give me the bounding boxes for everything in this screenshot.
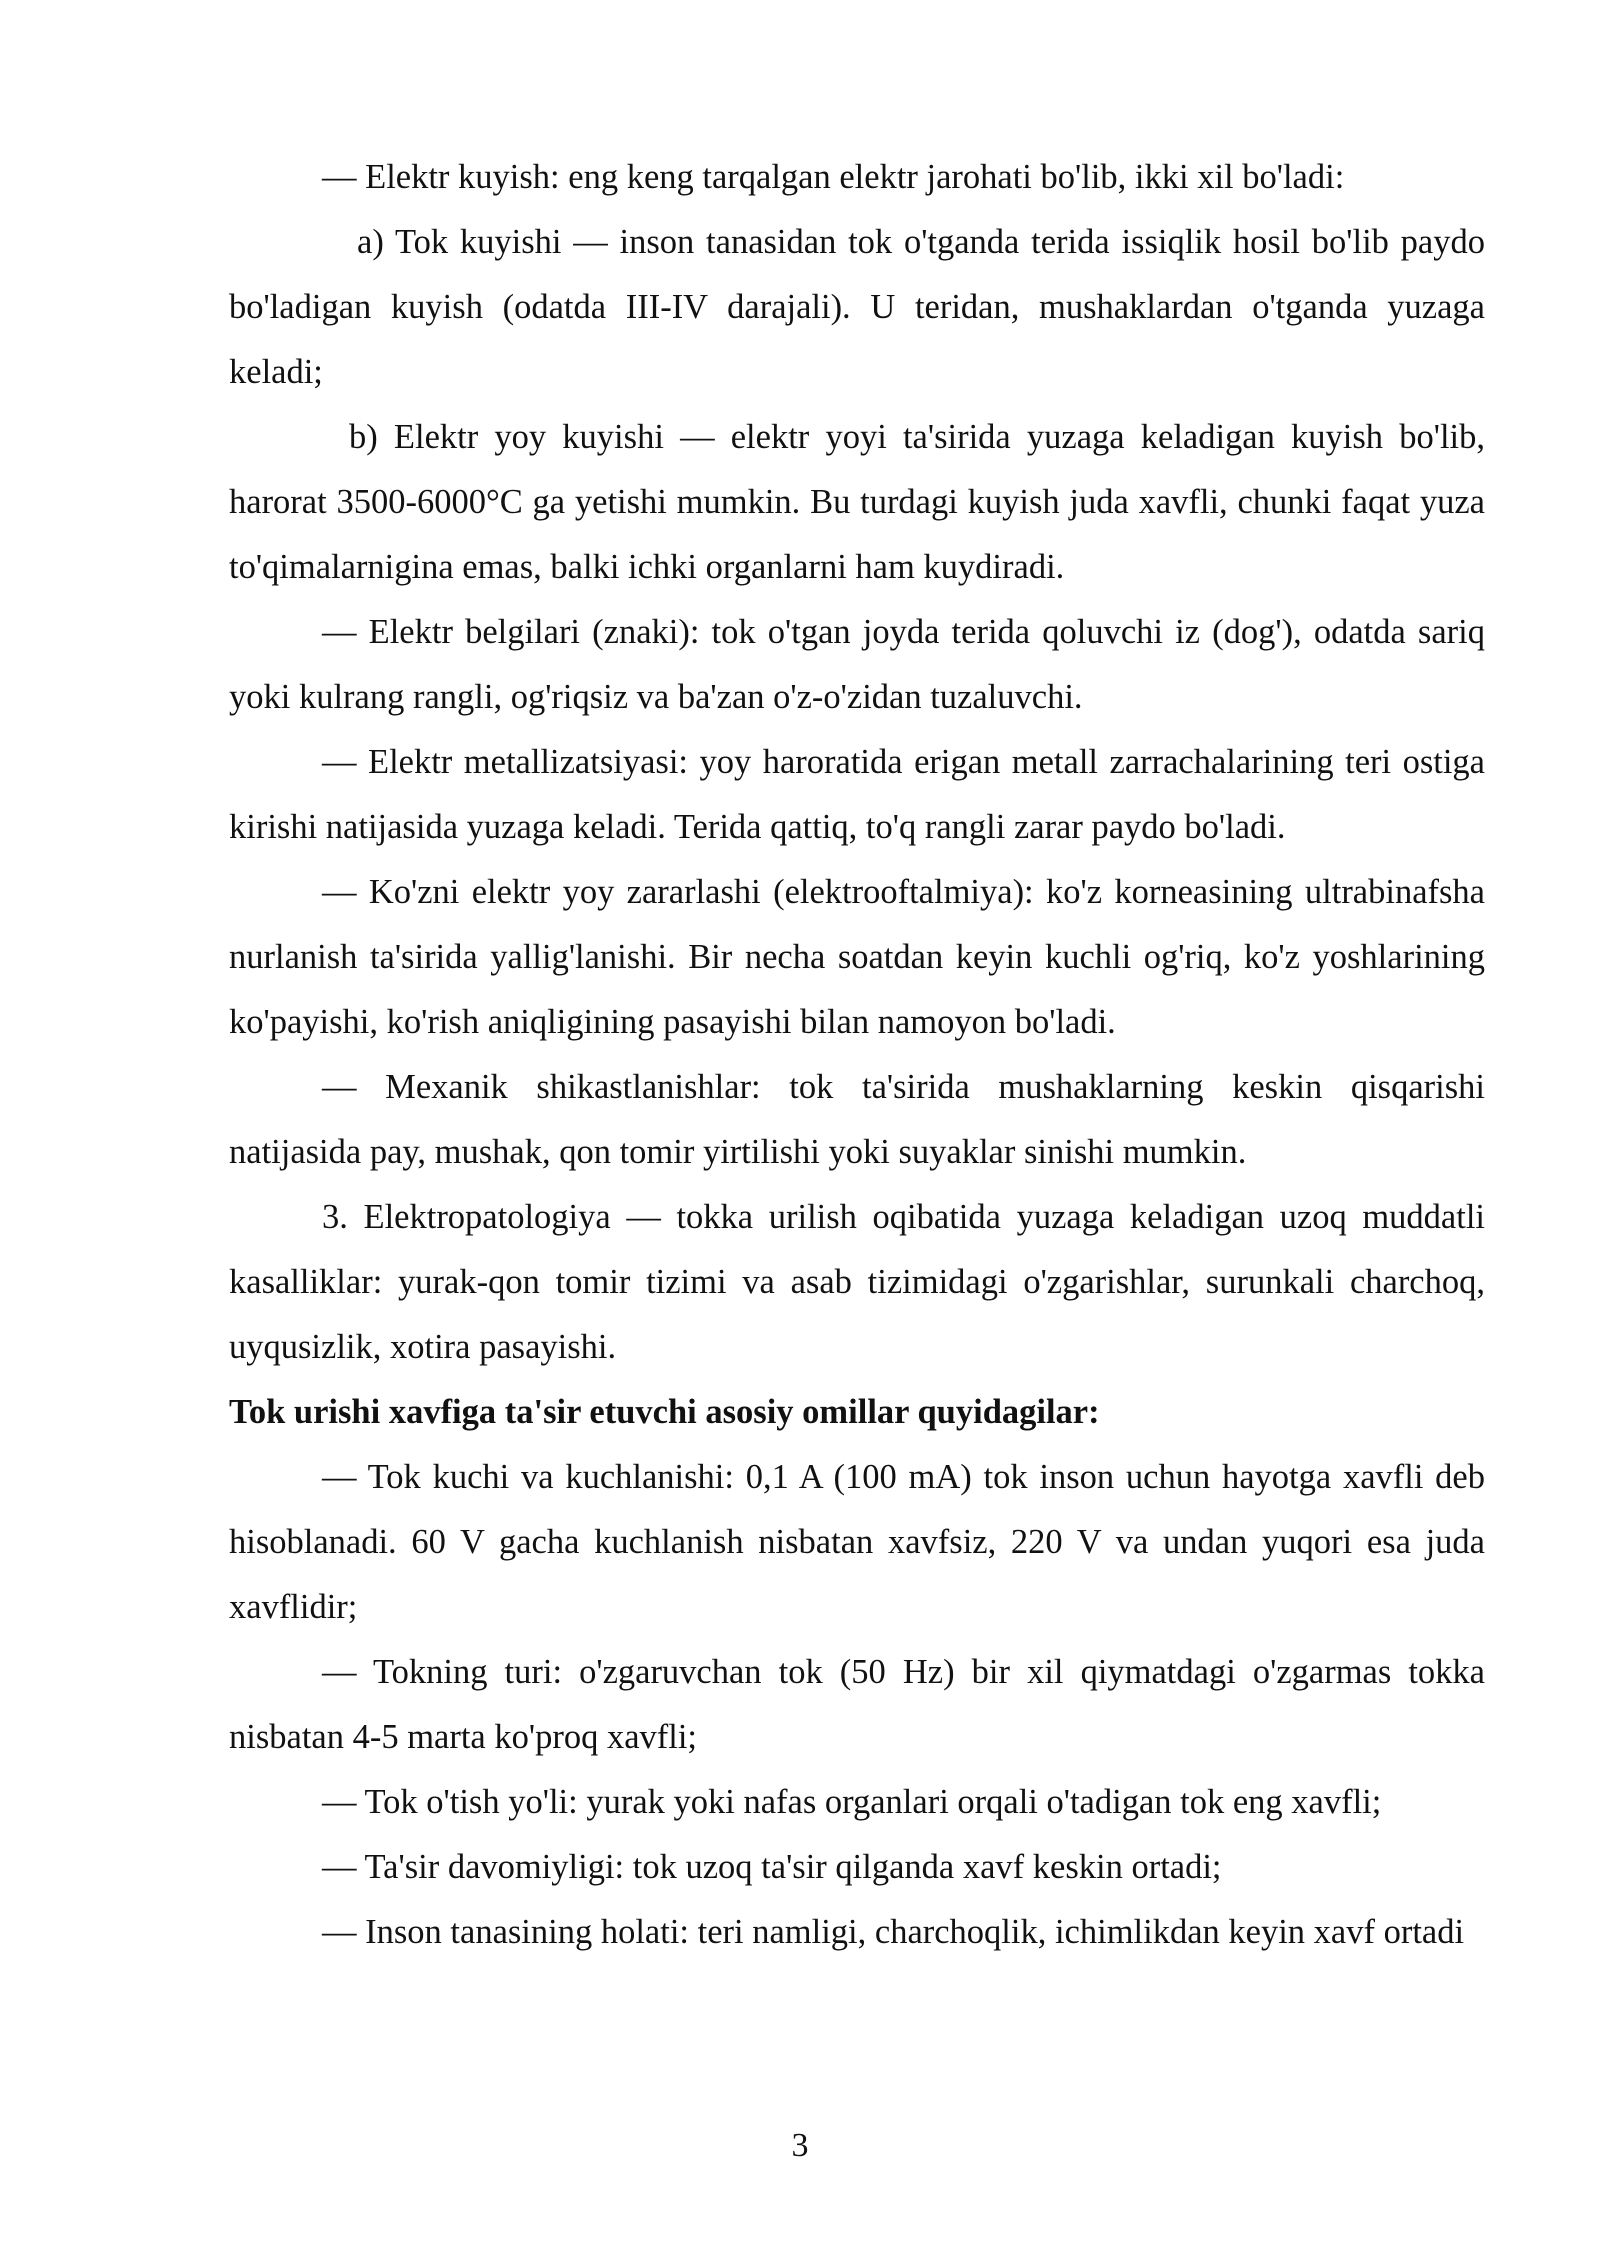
paragraph-electroophthalmia: — Ko'zni elektr yoy zararlashi (elektrooftalmiya): ko'z korneasining ultrabinafsha nurlanish ta'sirida yallig'lanishi. Bir necha soatdan keyin kuchli og'riq, ko'z yoshlarining ko'payishi, ko'rish aniqligining pasayishi bilan namoyon bo'ladi.	[229, 873, 1485, 1041]
paragraph-electric-marks: — Elektr belgilari (znaki): tok o'tgan joyda terida qoluvchi iz (dog'), odatda sariq yoki kulrang rangli, og'riqsiz va ba'zan o'z-o'zidan tuzaluvchi.	[229, 613, 1485, 716]
section-heading-risk-factors: Tok urishi xavfiga ta'sir etuvchi asosiy omillar quyidagilar:	[229, 1393, 1100, 1431]
paragraph-current-path: — Tok o'tish yo'li: yurak yoki nafas organlari orqali o'tadigan tok eng xavfli;	[322, 1783, 1382, 1821]
paragraph-current-voltage: — Tok kuchi va kuchlanishi: 0,1 A (100 mA) tok inson uchun hayotga xavfli deb hisoblanadi. 60 V gacha kuchlanish nisbatan xavfsiz, 220 V va undan yuqori esa juda xavflidir;	[229, 1458, 1485, 1626]
paragraph-body-condition: — Inson tanasining holati: teri namligi, charchoqlik, ichimlikdan keyin xavf ortadi	[322, 1913, 1465, 1951]
paragraph-current-burn: a) Tok kuyishi — inson tanasidan tok o'tganda terida issiqlik hosil bo'lib paydo bo'ladigan kuyish (odatda III-IV darajali). U teridan, mushaklardan o'tganda yuzaga keladi;	[229, 223, 1485, 391]
paragraph-current-type: — Tokning turi: o'zgaruvchan tok (50 Hz) bir xil qiymatdagi o'zgarmas tokka nisbatan 4-5 marta ko'proq xavfli;	[229, 1653, 1485, 1756]
paragraph-metallization: — Elektr metallizatsiyasi: yoy haroratida erigan metall zarrachalarining teri ostiga kirishi natijasida yuzaga keladi. Terida qattiq, to'q rangli zarar paydo bo'ladi.	[229, 743, 1485, 846]
paragraph-mechanical-injuries: — Mexanik shikastlanishlar: tok ta'sirida mushaklarning keskin qisqarishi natijasida pay, mushak, qon tomir yirtilishi yoki suyaklar sinishi mumkin.	[229, 1068, 1485, 1171]
paragraph-electropathology: 3. Elektropatologiya — tokka urilish oqibatida yuzaga keladigan uzoq muddatli kasalliklar: yurak-qon tomir tizimi va asab tizimidagi o'zgarishlar, surunkali charchoq, uyqusizlik, xotira pasayishi.	[229, 1198, 1485, 1366]
paragraph-exposure-duration: — Ta'sir davomiyligi: tok uzoq ta'sir qilganda xavf keskin ortadi;	[322, 1848, 1222, 1886]
paragraph-arc-burn: b) Elektr yoy kuyishi — elektr yoyi ta'sirida yuzaga keladigan kuyish bo'lib, harorat 3500-6000°C ga yetishi mumkin. Bu turdagi kuyish juda xavfli, chunki faqat yuza to'qimalarnigina emas, balki ichki organlarni ham kuydiradi.	[229, 418, 1485, 586]
paragraph-electric-burn: — Elektr kuyish: eng keng tarqalgan elektr jarohati bo'lib, ikki xil bo'ladi:	[322, 158, 1345, 196]
page-content	[229, 145, 1485, 1965]
page-number: 3	[791, 2127, 809, 2164]
